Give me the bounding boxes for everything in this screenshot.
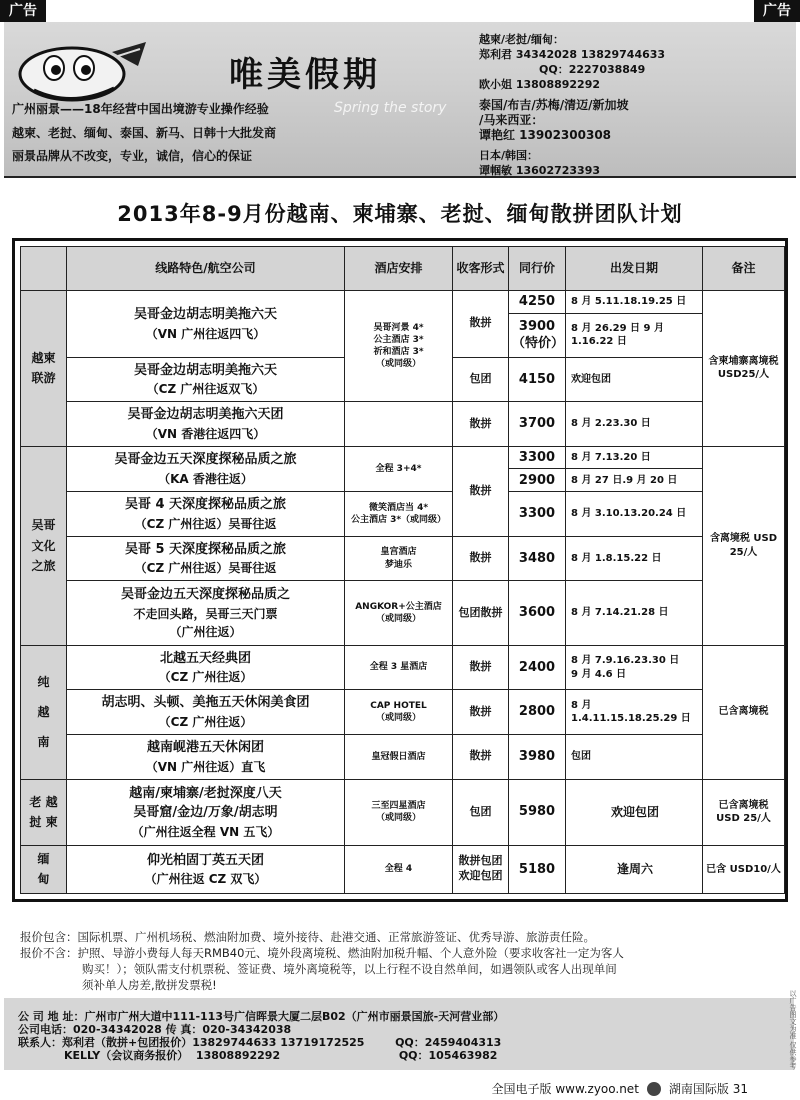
route-cell: 吴哥 5 天深度探秘品质之旅 （CZ 广州往返）吴哥往返 bbox=[67, 536, 345, 581]
route-cell: 仰光柏固丁英五天团 （广州往返 CZ 双飞） bbox=[67, 845, 345, 893]
ad-banner bbox=[4, 22, 796, 178]
form-cell: 散拼 bbox=[453, 734, 509, 779]
price-exclude-note: 报价不含：护照、导游小费每人每天RMB40元、境外段离境税、燃油附加税升幅、个人意外险（要求收客社一定为客人 bbox=[20, 946, 624, 960]
price-cell: 5980 bbox=[509, 779, 566, 845]
price-cell: 2900 bbox=[509, 469, 566, 492]
form-cell: 散拼 bbox=[453, 291, 509, 358]
dates-cell: 欢迎包团 bbox=[566, 779, 703, 845]
route-cell: 北越五天经典团 （CZ 广州往返） bbox=[67, 645, 345, 690]
table-row bbox=[21, 645, 785, 690]
table-row bbox=[21, 402, 785, 447]
ad-label-right: 广告 bbox=[754, 0, 800, 22]
dates-cell: 8 月 2.23.30 日 bbox=[566, 402, 703, 447]
ad-label-left: 广告 bbox=[0, 0, 46, 22]
form-cell: 散拼 bbox=[453, 536, 509, 581]
price-cell: 2800 bbox=[509, 690, 566, 735]
form-cell: 包团 bbox=[453, 779, 509, 845]
route-cell: 吴哥金边胡志明美拖六天 （VN 广州往返四飞） bbox=[67, 291, 345, 358]
price-cell: 4150 bbox=[509, 357, 566, 402]
table-header-row bbox=[21, 247, 785, 291]
route-cell: 吴哥金边五天深度探秘品质之 不走回头路，吴哥三天门票 （广州往返） bbox=[67, 581, 345, 645]
tagline-1: 广州丽景——18年经营中国出境游专业操作经验 bbox=[12, 102, 269, 116]
category-myanmar: 缅 甸 bbox=[21, 845, 67, 893]
route-cell: 胡志明、头顿、美拖五天休闲美食团 （CZ 广州往返） bbox=[67, 690, 345, 735]
edition-page-number: 湖南国际版 31 bbox=[668, 1082, 748, 1096]
price-cell: 3980 bbox=[509, 734, 566, 779]
form-cell: 散拼 bbox=[453, 446, 509, 536]
form-cell: 散拼 bbox=[453, 690, 509, 735]
table-row bbox=[21, 446, 785, 469]
route-cell: 越南/柬埔寨/老挝深度八天 吴哥窟/金边/万象/胡志明 （广州往返全程 VN 五飞） bbox=[67, 779, 345, 845]
company-address: 公 司 地 址：广州市广州大道中111-113号广信晖景大厦二层B02（广州市丽景国旅-天河营业部） bbox=[18, 1010, 505, 1023]
site-url: 全国电子版 www.zyoo.net bbox=[491, 1082, 639, 1096]
hotel-cell: CAP HOTEL （或同级） bbox=[345, 690, 453, 735]
remark-cell: 含柬埔寨离境税 USD25/人 bbox=[703, 291, 785, 447]
table-row bbox=[21, 845, 785, 893]
remark-cell: 已含离境税 USD 25/人 bbox=[703, 779, 785, 845]
remark-cell: 已含离境税 bbox=[703, 645, 785, 779]
route-cell: 越南岘港五天休闲团 （VN 广州往返）直飞 bbox=[67, 734, 345, 779]
hotel-cell: 全程 3 星酒店 bbox=[345, 645, 453, 690]
header-form: 收客形式 bbox=[453, 247, 509, 291]
contact-person-1: 联系人：郑利君（散拼+包团报价）13829744633 13719172525 QQ：2459404313 bbox=[18, 1036, 502, 1049]
header-category bbox=[21, 247, 67, 291]
hotel-cell: 三至四星酒店 （或同级） bbox=[345, 779, 453, 845]
table-row bbox=[21, 291, 785, 314]
price-exclude-note-cont: 购买！）；领队需支付机票税、签证费、境外离境税等，以上行程不设自然单间，如遇领队或客人出现单间 bbox=[82, 962, 617, 976]
table-row bbox=[21, 690, 785, 735]
header-remark: 备注 bbox=[703, 247, 785, 291]
price-cell: 3300 bbox=[509, 492, 566, 537]
table-row bbox=[21, 734, 785, 779]
dates-cell: 8 月 7.9.16.23.30 日 9 月 4.6 日 bbox=[566, 645, 703, 690]
hotel-cell bbox=[345, 402, 453, 447]
tour-schedule-table bbox=[12, 238, 788, 902]
form-cell: 散拼包团 欢迎包团 bbox=[453, 845, 509, 893]
route-cell: 吴哥金边五天深度探秘品质之旅 （KA 香港往返） bbox=[67, 446, 345, 491]
page-title: 2013年8-9月份越南、柬埔寨、老挝、缅甸散拼团队计划 bbox=[117, 202, 683, 226]
form-cell: 包团 bbox=[453, 357, 509, 402]
header-price: 同行价 bbox=[509, 247, 566, 291]
price-cell: 4250 bbox=[509, 291, 566, 314]
price-cell: 5180 bbox=[509, 845, 566, 893]
price-cell: 3700 bbox=[509, 402, 566, 447]
table-row bbox=[21, 779, 785, 845]
table-row bbox=[21, 536, 785, 581]
dates-cell: 8 月 7.13.20 日 bbox=[566, 446, 703, 469]
remark-cell: 已含 USD10/人 bbox=[703, 845, 785, 893]
price-exclude-note-cont: 须补单人房差,散拼发票税! bbox=[82, 978, 217, 992]
contact-group-thailand: 泰国/布吉/苏梅/清迈/新加坡 /马来西亚： 谭艳红 13902300308 bbox=[479, 98, 629, 142]
header-hotel: 酒店安排 bbox=[345, 247, 453, 291]
price-notes bbox=[20, 930, 785, 994]
contact-group-vietnam: 越柬/老挝/缅甸： 郑利君 34342028 13829744633 QQ：2227038849 欧小姐 13808892292 bbox=[479, 33, 666, 91]
dates-cell: 8 月 7.14.21.28 日 bbox=[566, 581, 703, 645]
page-footer bbox=[492, 1080, 748, 1097]
price-cell: 2400 bbox=[509, 645, 566, 690]
brand-name: 唯美假期 bbox=[229, 55, 381, 95]
table-row bbox=[21, 492, 785, 537]
tagline-3: 丽景品牌从不改变，专业，诚信，信心的保证 bbox=[12, 149, 253, 163]
side-disclaimer: 以广告图文为准 仅供参考 bbox=[789, 990, 797, 1070]
dates-cell: 8 月 26.29 日 9 月 1.16.22 日 bbox=[566, 313, 703, 357]
dates-cell: 欢迎包团 bbox=[566, 357, 703, 402]
price-cell: 3300 bbox=[509, 446, 566, 469]
dates-cell: 8 月 27 日.9 月 20 日 bbox=[566, 469, 703, 492]
form-cell: 包团散拼 bbox=[453, 581, 509, 645]
route-cell: 吴哥 4 天深度探秘品质之旅 （CZ 广州往返）吴哥往返 bbox=[67, 492, 345, 537]
hotel-cell: 皇宫酒店 梦迪乐 bbox=[345, 536, 453, 581]
remark-cell: 含离境税 USD 25/人 bbox=[703, 446, 785, 645]
dates-cell: 包团 bbox=[566, 734, 703, 779]
form-cell: 散拼 bbox=[453, 402, 509, 447]
contact-person-2: KELLY（会议商务报价） 13808892292 QQ：105463982 bbox=[18, 1049, 498, 1062]
dates-cell: 8 月 5.11.18.19.25 日 bbox=[566, 291, 703, 314]
dates-cell: 8 月 1.8.15.22 日 bbox=[566, 536, 703, 581]
hotel-cell: 皇冠假日酒店 bbox=[345, 734, 453, 779]
hotel-cell: ANGKOR+公主酒店 （或同级） bbox=[345, 581, 453, 645]
hotel-cell: 微笑酒店当 4* 公主酒店 3*（或同级） bbox=[345, 492, 453, 537]
hotel-cell: 全程 4 bbox=[345, 845, 453, 893]
header-route: 线路特色/航空公司 bbox=[67, 247, 345, 291]
price-cell: 3600 bbox=[509, 581, 566, 645]
hotel-cell: 全程 3+4* bbox=[345, 446, 453, 491]
company-contact-box bbox=[4, 998, 794, 1070]
company-phone: 公司电话：020-34342028 传 真：020-34342038 bbox=[18, 1023, 292, 1036]
dates-cell: 逢周六 bbox=[566, 845, 703, 893]
dates-cell: 8 月 3.10.13.20.24 日 bbox=[566, 492, 703, 537]
route-cell: 吴哥金边胡志明美拖六天 （CZ 广州往返双飞） bbox=[67, 357, 345, 402]
table-row bbox=[21, 581, 785, 645]
contact-group-japan: 日本/韩国： 谭帼敏 13602723393 bbox=[479, 149, 601, 177]
form-cell: 散拼 bbox=[453, 645, 509, 690]
dates-cell: 8 月 1.4.11.15.18.25.29 日 bbox=[566, 690, 703, 735]
header-dates: 出发日期 bbox=[566, 247, 703, 291]
category-angkor-culture: 吴哥 文化 之旅 bbox=[21, 446, 67, 645]
category-vietnam-cambodia: 越柬 联游 bbox=[21, 291, 67, 447]
price-cell: 3480 bbox=[509, 536, 566, 581]
hotel-cell: 吴哥河景 4* 公主酒店 3* 祈和酒店 3* （或同级） bbox=[345, 291, 453, 402]
price-cell: 3900 （特价） bbox=[509, 313, 566, 357]
route-cell: 吴哥金边胡志明美拖六天团 （VN 香港往返四飞） bbox=[67, 402, 345, 447]
publisher-logo-icon bbox=[647, 1082, 661, 1096]
price-include-note: 报价包含：国际机票、广州机场税、燃油附加费、境外接待、赴港交通、正常旅游签证、优秀导游、旅游责任险。 bbox=[20, 930, 595, 944]
brand-subtitle: Spring the story bbox=[334, 100, 447, 116]
category-laos-vietnam-cambodia: 老 越 挝 柬 bbox=[21, 779, 67, 845]
tagline-2: 越柬、老挝、缅甸、泰国、新马、日韩十大批发商 bbox=[12, 126, 277, 140]
category-vietnam: 纯 越 南 bbox=[21, 645, 67, 779]
